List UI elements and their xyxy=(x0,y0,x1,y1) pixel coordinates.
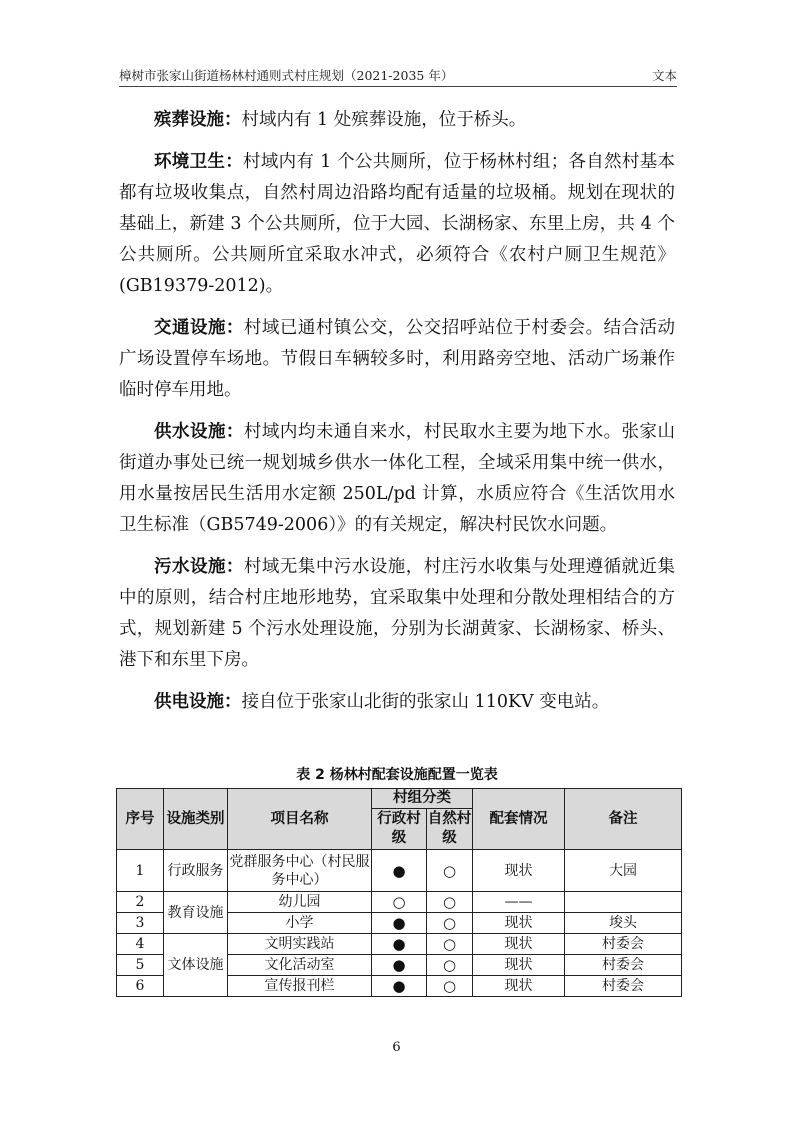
page-number: 6 xyxy=(392,1040,401,1055)
cell-no: 2 xyxy=(117,892,164,913)
cell-note: 埈头 xyxy=(565,913,682,934)
section-label: 文本 xyxy=(651,68,677,83)
paragraph-text: 村域内有 1 个公共厕所，位于杨林村组；各自然村基本都有垃圾收集点，自然村周边沿路均配有适量的垃圾桶。规划在现状的基础上，新建 3 个公共厕所，位于大园、长湖杨家、东里上房，共 4 个公共厕所。公共厕所宜采取水冲式，必须符合《农村户厕卫生规范》(GB19379-2012)。 xyxy=(119,152,676,296)
cell-name: 文化活动室 xyxy=(228,955,372,976)
table-row xyxy=(117,934,682,955)
cell-natural-level: ○ xyxy=(427,850,473,892)
paragraph-lead: 污水设施： xyxy=(154,557,244,577)
paragraph-transport xyxy=(119,313,675,406)
paragraph-text: 村域无集中污水设施，村庄污水收集与处理遵循就近集中的原则，结合村庄地形地势，宜采取集中处理和分散处理相结合的方式，规划新建 5 个污水处理设施，分别为长湖黄家、长湖杨家、桥头、港下和东里下房。 xyxy=(119,557,676,670)
paragraph-text: 村域内均未通自来水，村民取水主要为地下水。张家山街道办事处已统一规划城乡供水一体化工程，全域采用集中统一供水，用水量按居民生活用水定额 250L/pd 计算，水质应符合《生活饮用水卫生标准（GB5749-2006）》的有关规定，解决村民饮水问题。 xyxy=(119,422,676,535)
paragraph-lead: 环境卫生： xyxy=(154,152,244,172)
paragraph-lead: 供电设施： xyxy=(154,692,242,712)
running-header xyxy=(119,62,677,87)
cell-no: 1 xyxy=(117,850,164,892)
paragraph-text: 接自位于张家山北街的张家山 110KV 变电站。 xyxy=(241,692,610,712)
cell-natural-level: ○ xyxy=(427,976,473,997)
cell-name: 文明实践站 xyxy=(228,934,372,955)
cell-natural-level: ○ xyxy=(427,934,473,955)
paragraph-funeral xyxy=(119,105,675,136)
cell-name: 幼儿园 xyxy=(228,892,372,913)
cell-status: 现状 xyxy=(473,955,565,976)
cell-name: 小学 xyxy=(228,913,372,934)
document-title: 樟树市张家山街道杨林村通则式村庄规划（2021-2035 年） xyxy=(119,68,454,83)
cell-natural-level: ○ xyxy=(427,913,473,934)
cell-note xyxy=(565,892,682,913)
paragraph-lead: 殡葬设施： xyxy=(154,110,242,130)
paragraph-text: 村域内有 1 处殡葬设施，位于桥头。 xyxy=(241,110,527,130)
cell-no: 3 xyxy=(117,913,164,934)
cell-note: 村委会 xyxy=(565,955,682,976)
cell-natural-level: ○ xyxy=(427,955,473,976)
paragraph-power xyxy=(119,687,675,718)
table-header-row xyxy=(117,789,682,809)
header-note: 备注 xyxy=(565,789,682,850)
table-row xyxy=(117,850,682,892)
header-name: 项目名称 xyxy=(228,789,372,850)
table-row xyxy=(117,892,682,913)
table-caption: 表 2 杨林村配套设施配置一览表 xyxy=(296,767,498,783)
cell-note: 大园 xyxy=(565,850,682,892)
cell-admin-level: ● xyxy=(372,934,427,955)
cell-no: 5 xyxy=(117,955,164,976)
cell-category: 行政服务 xyxy=(164,850,228,892)
cell-admin-level: ● xyxy=(372,955,427,976)
header-natural-level: 自然村级 xyxy=(427,809,473,850)
paragraph-text: 村域已通村镇公交，公交招呼站位于村委会。结合活动广场设置停车场地。节假日车辆较多时，利用路旁空地、活动广场兼作临时停车用地。 xyxy=(119,318,676,400)
paragraph-sanitation xyxy=(119,147,675,302)
cell-status: 现状 xyxy=(473,976,565,997)
cell-name: 党群服务中心（村民服务中心） xyxy=(228,850,372,892)
header-admin-level: 行政村级 xyxy=(372,809,427,850)
facilities-table xyxy=(116,788,682,997)
header-no: 序号 xyxy=(117,789,164,850)
cell-status: 现状 xyxy=(473,934,565,955)
header-status: 配套情况 xyxy=(473,789,565,850)
body-text xyxy=(119,105,675,729)
cell-note: 村委会 xyxy=(565,976,682,997)
cell-category: 教育设施 xyxy=(164,892,228,934)
paragraph-water-supply xyxy=(119,417,675,541)
cell-admin-level: ● xyxy=(372,913,427,934)
cell-admin-level: ● xyxy=(372,850,427,892)
cell-status: —— xyxy=(473,892,565,913)
cell-category: 文体设施 xyxy=(164,934,228,997)
cell-admin-level: ● xyxy=(372,976,427,997)
paragraph-lead: 交通设施： xyxy=(154,318,244,338)
cell-no: 4 xyxy=(117,934,164,955)
cell-natural-level: ○ xyxy=(427,892,473,913)
cell-status: 现状 xyxy=(473,913,565,934)
cell-name: 宣传报刊栏 xyxy=(228,976,372,997)
paragraph-sewage xyxy=(119,552,675,676)
cell-admin-level: ○ xyxy=(372,892,427,913)
header-level-group: 村组分类 xyxy=(372,789,473,809)
cell-status: 现状 xyxy=(473,850,565,892)
header-category: 设施类别 xyxy=(164,789,228,850)
cell-no: 6 xyxy=(117,976,164,997)
paragraph-lead: 供水设施： xyxy=(154,422,244,442)
cell-note: 村委会 xyxy=(565,934,682,955)
